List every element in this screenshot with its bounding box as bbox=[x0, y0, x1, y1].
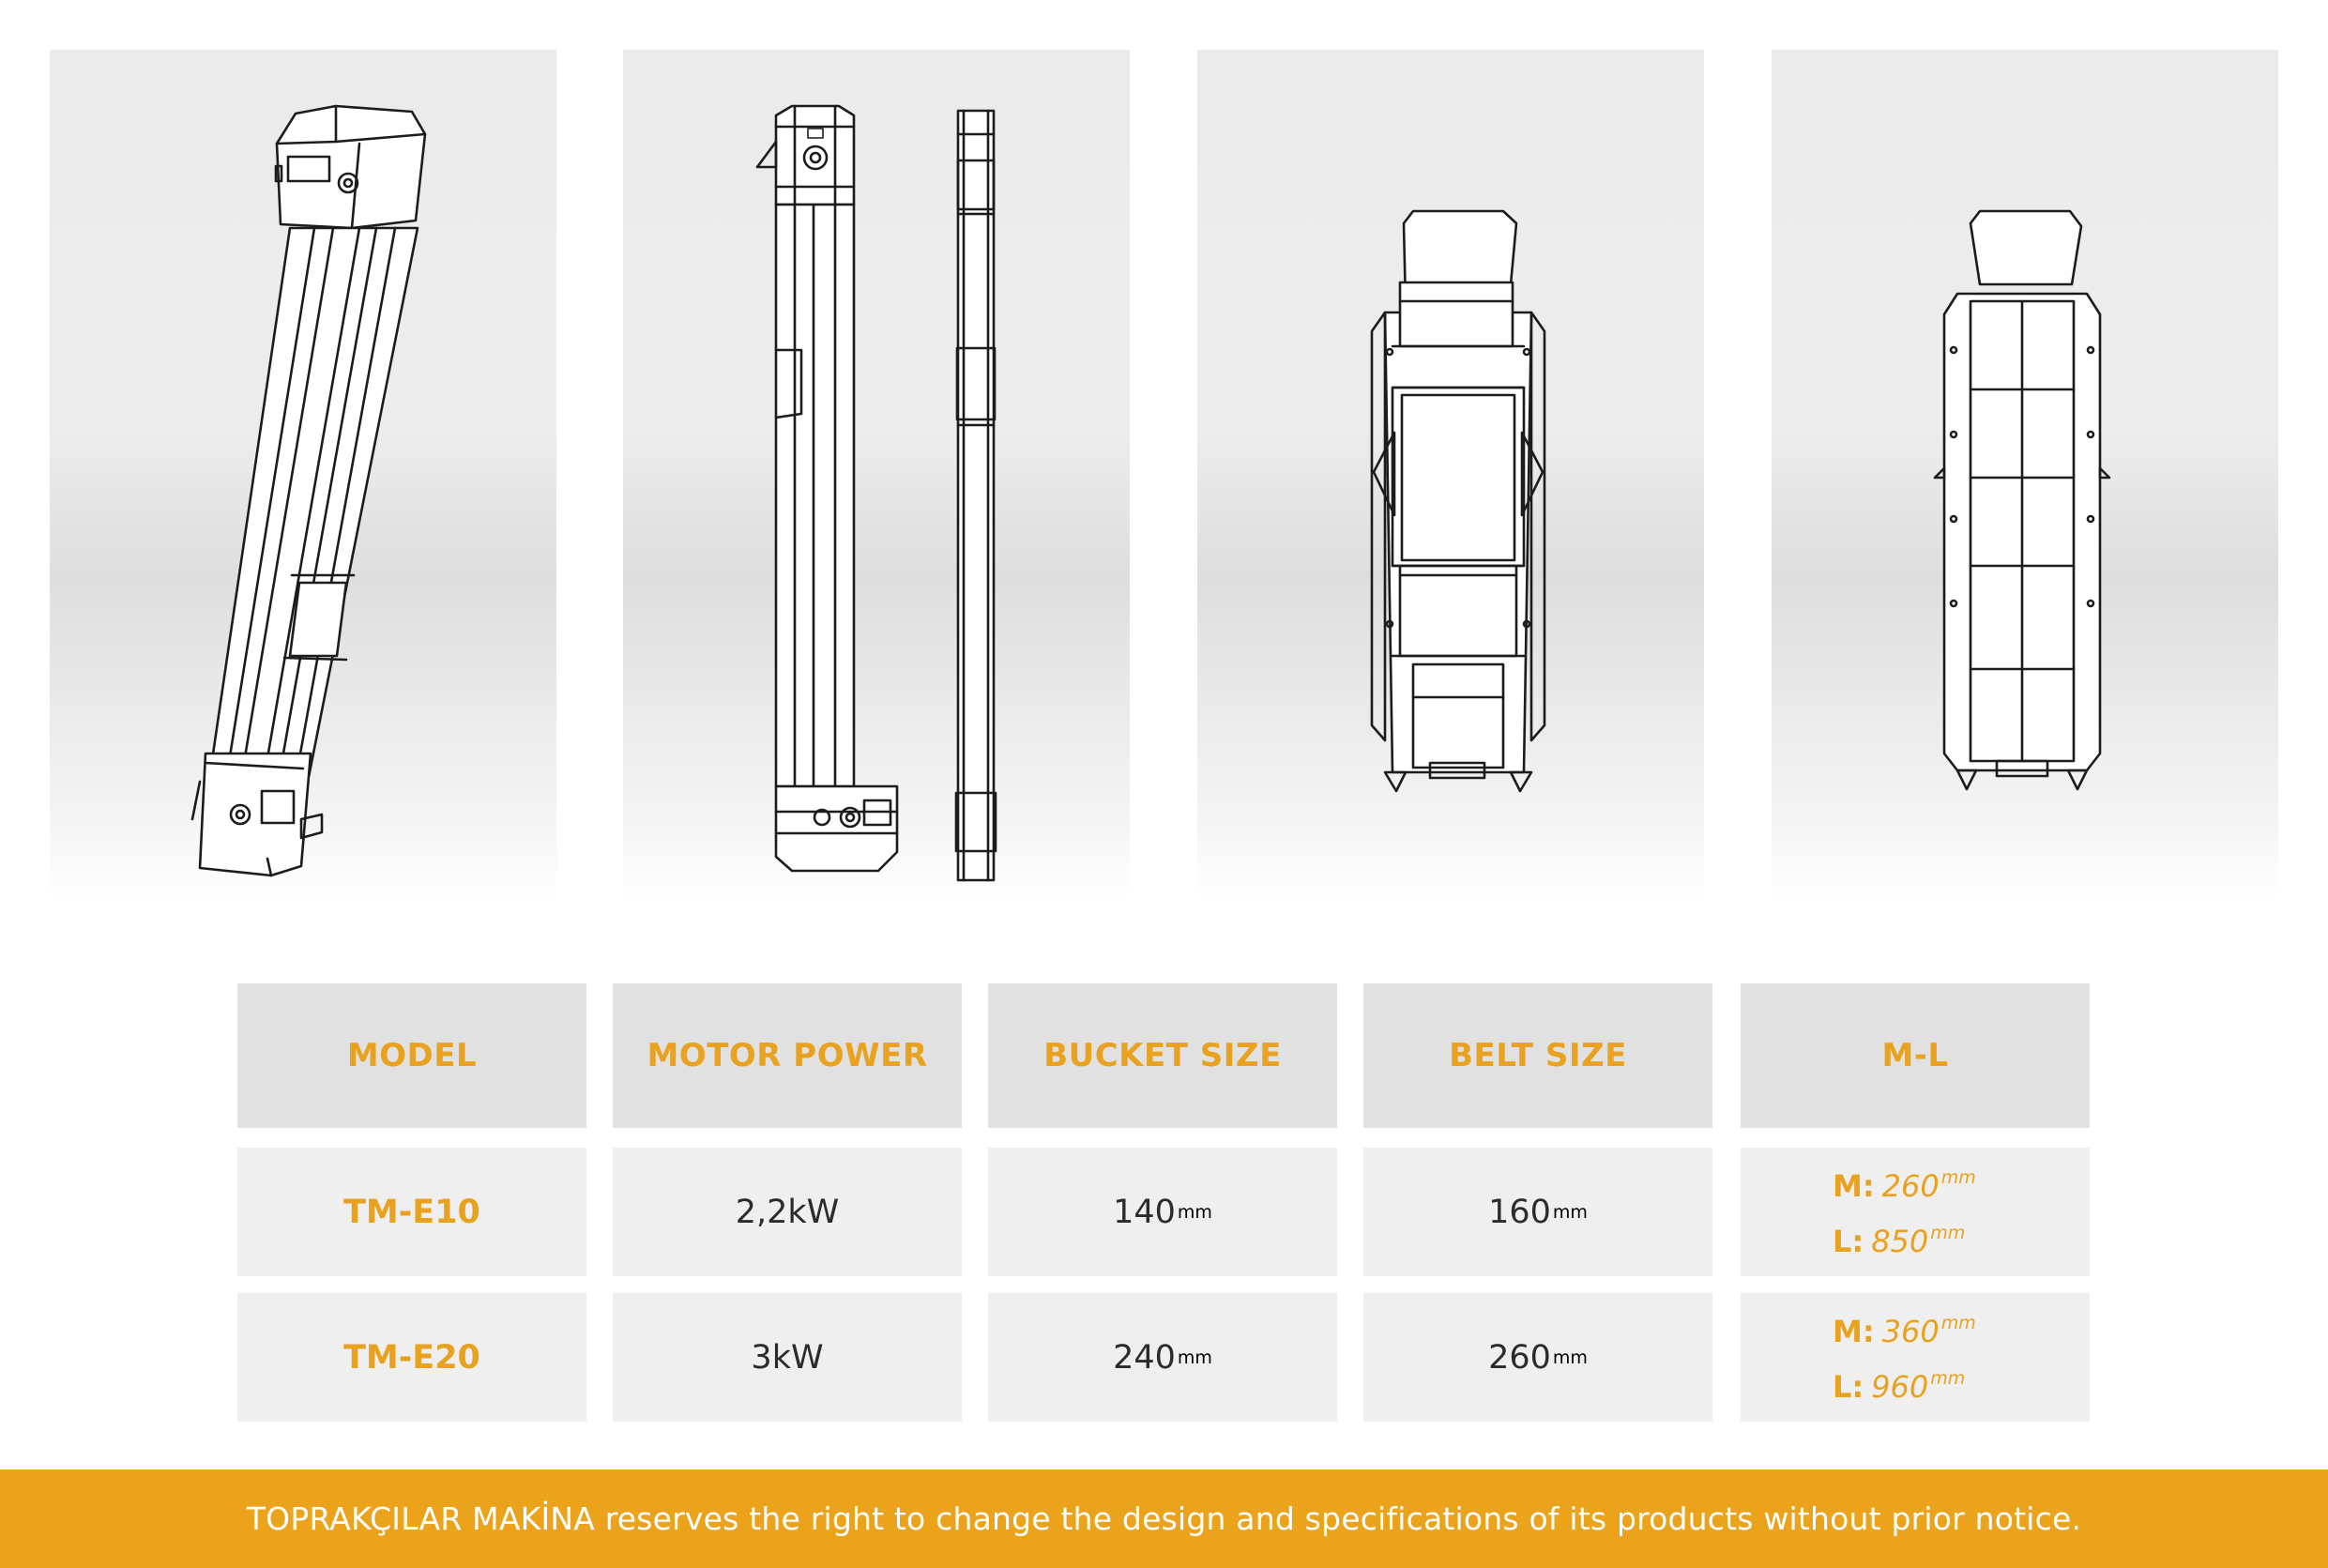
drawing-panel-top-view-a bbox=[1197, 50, 1704, 900]
footer-notice: TOPRAKÇILAR MAKİNA reserves the right to change the design and specifications of its products without prior notice. bbox=[246, 1500, 2082, 1537]
cell-belt-size: 260 mm bbox=[1363, 1293, 1712, 1422]
cell-belt-size: 160 mm bbox=[1363, 1148, 1712, 1276]
bucket-elevator-front-side-drawing bbox=[623, 50, 1130, 900]
cell-bucket-size: 240 mm bbox=[988, 1293, 1337, 1422]
drawing-panel-isometric bbox=[50, 50, 556, 900]
cell-model: TM-E10 bbox=[237, 1148, 586, 1276]
cell-m-l: M: 360 $^{mm}$ L: 960 $^{mm}$ bbox=[1741, 1293, 2090, 1422]
drawing-panel-top-view-b bbox=[1772, 50, 2278, 900]
header-bucket-size: BUCKET SIZE bbox=[988, 983, 1337, 1128]
header-model: MODEL bbox=[237, 983, 586, 1128]
bucket-elevator-top-view-drawing bbox=[1772, 50, 2278, 900]
cell-bucket-size: 140 mm bbox=[988, 1148, 1337, 1276]
header-belt-size: BELT SIZE bbox=[1363, 983, 1712, 1128]
footer-banner bbox=[0, 1469, 2328, 1568]
bucket-elevator-isometric-drawing bbox=[50, 50, 556, 900]
header-m-l: M-L bbox=[1741, 983, 2090, 1128]
cell-motor-power: 2,2kW bbox=[613, 1148, 962, 1276]
bucket-elevator-top-view-drawing bbox=[1197, 50, 1704, 900]
cell-model: TM-E20 bbox=[237, 1293, 586, 1422]
drawing-panel-side-views bbox=[623, 50, 1130, 900]
cell-motor-power: 3kW bbox=[613, 1293, 962, 1422]
header-motor-power: MOTOR POWER bbox=[613, 983, 962, 1128]
cell-m-l: M: 260 $^{mm}$ L: 850 $^{mm}$ bbox=[1741, 1148, 2090, 1276]
